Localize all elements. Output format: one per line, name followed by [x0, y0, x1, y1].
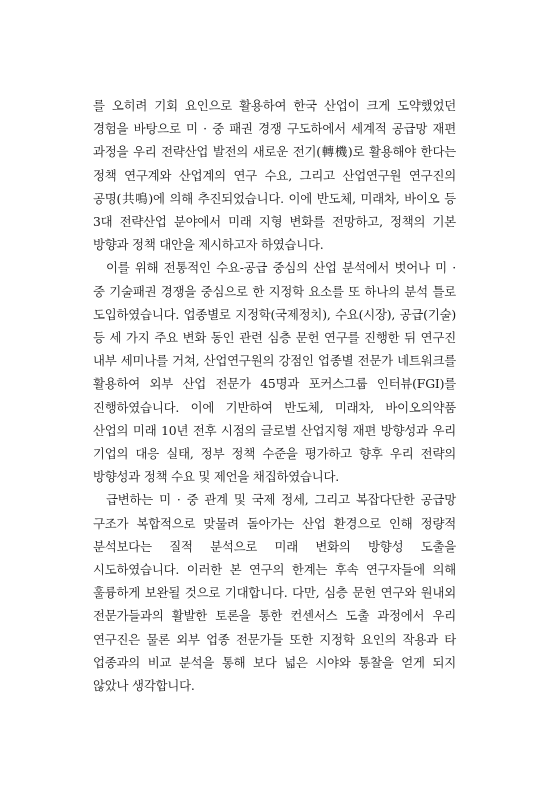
paragraph-1: 를 오히려 기회 요인으로 활용하여 한국 산업이 크게 도약했었던 경험을 바탕으로 미 · 중 패권 경쟁 구도하에서 세계적 공급망 재편 과정을 우리 전략산업 발전의 새로운 전기(轉機)로 활용해야 한다는 정책 연구계와 산업계의 연구 수요, 그리고 산업연구원 연구진의 공명(共鳴)에 의해 추진되었습니다. 이에 반도체, 미래차, 바이오 등 3대 전략산업 분야에서 미래 지형 변화를 전망하고, 정책의 기본 방향과 정책 대안을 제시하고자 하였습니다.	[93, 98, 456, 253]
paragraph-2: 이를 위해 전통적인 수요-공급 중심의 산업 분석에서 벗어나 미 · 중 기술패권 경쟁을 중심으로 한 지정학 요소를 또 하나의 분석 틀로 도입하였습니다. 업종별로 지정학(국제정치), 수요(시장), 공급(기술) 등 세 가지 주요 변화 동인 관련 심층 문헌 연구를 진행한 뒤 연구진 내부 세미나를 거쳐, 산업연구원의 강점인 업종별 전문가 네트워크를 활용하여 외부 산업 전문가 45명과 포커스그룹 인터뷰(FGI)를 진행하였습니다. 이에 기반하여 반도체, 미래차, 바이오의약품 산업의 미래 10년 전후 시점의 글로벌 산업지형 재편 방향성과 우리 기업의 대응 실태, 정부 정책 수준을 평가하고 향후 우리 전략의 방향성과 정책 수요 및 제언을 채집하였습니다.	[93, 260, 456, 485]
paragraph-3: 급변하는 미 · 중 관계 및 국제 정세, 그리고 복잡다단한 공급망 구조가 복합적으로 맞물려 돌아가는 산업 환경으로 인해 정량적 분석보다는 질적 분석으로 미래 변화의 방향성 도출을 시도하였습니다. 이러한 본 연구의 한계는 후속 연구자들에 의해 훌륭하게 보완될 것으로 기대합니다. 다만, 심층 문헌 연구와 원내외 전문가들과의 활발한 토론을 통한 컨센서스 도출 과정에서 우리 연구진은 물론 외부 업종 전문가들 또한 지정학 요인의 작용과 타 업종과의 비교 분석을 통해 보다 넓은 시야와 통찰을 얻게 되지 않았나 생각합니다.	[93, 492, 456, 694]
document-page	[93, 94, 456, 697]
